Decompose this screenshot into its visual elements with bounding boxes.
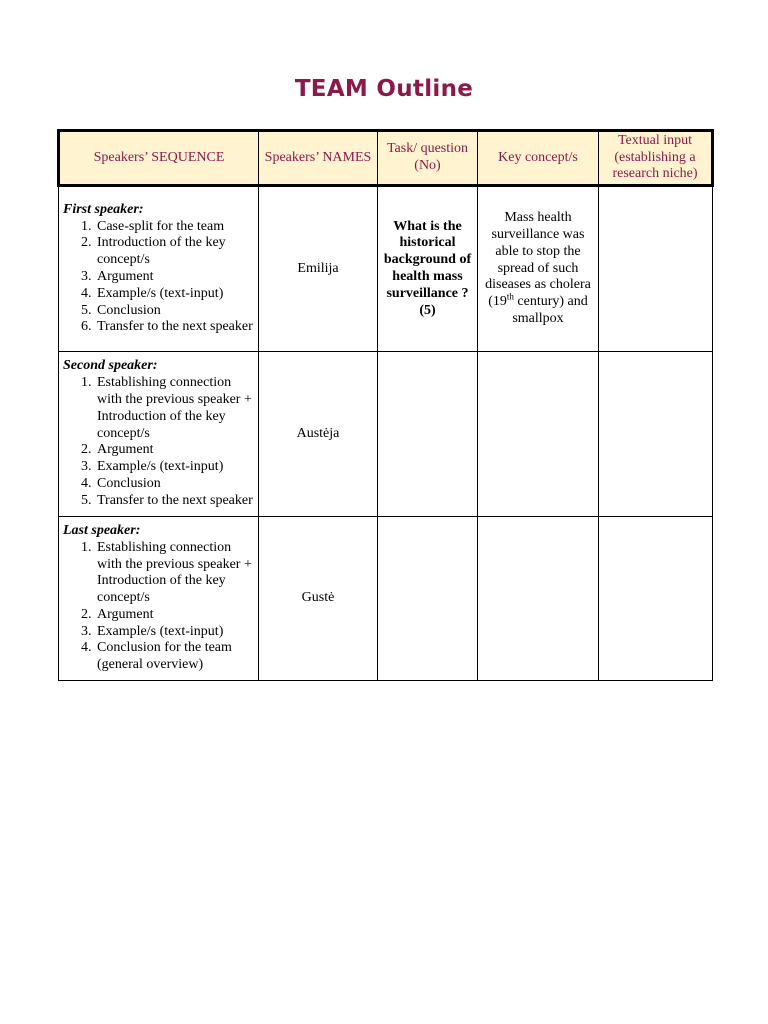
list-item: 1. Establishing connection with the previous speaker + Introduction of the key concept/s <box>95 540 254 607</box>
task-cell[interactable] <box>378 352 478 517</box>
table-row <box>59 352 713 517</box>
header-textual-input: Textual input (establishing a research niche) <box>599 131 713 186</box>
speaker-heading: First speaker: <box>63 201 144 217</box>
speaker-heading: Second speaker: <box>63 358 158 374</box>
list-item: 6. Transfer to the next speaker <box>95 319 254 336</box>
list-item: 5. Transfer to the next speaker <box>95 493 254 510</box>
header-task: Task/ question (No) <box>378 131 478 186</box>
step-list <box>63 375 254 509</box>
key-concept-cell[interactable] <box>478 352 599 517</box>
speaker-name-cell[interactable]: Emilija <box>259 186 378 352</box>
step-list <box>63 219 254 337</box>
list-item: 4. Conclusion for the team (general overview) <box>95 640 254 674</box>
list-item: 2. Argument <box>95 442 254 459</box>
task-cell[interactable] <box>378 186 478 352</box>
task-number: (5) <box>419 302 436 318</box>
list-item: 1. Establishing connection with the previous speaker + Introduction of the key concept/s <box>95 375 254 442</box>
header-key-concept: Key concept/s <box>478 131 599 186</box>
textual-input-cell[interactable] <box>599 517 713 681</box>
list-item: 1. Case-split for the team <box>95 219 254 236</box>
key-concept-cell[interactable] <box>478 186 599 352</box>
textual-input-cell[interactable] <box>599 186 713 352</box>
list-item: 4. Conclusion <box>95 476 254 493</box>
speaker-heading: Last speaker: <box>63 522 141 538</box>
list-item: 2. Argument <box>95 607 254 624</box>
list-item: 3. Example/s (text-input) <box>95 459 254 476</box>
table-row <box>59 517 713 681</box>
table-row <box>59 186 713 352</box>
sequence-cell[interactable] <box>59 517 259 681</box>
key-concept-cell[interactable] <box>478 517 599 681</box>
key-concept-text: Mass health surveillance was able to stop the spread of such diseases as cholera (19 <box>485 210 591 310</box>
team-outline-table <box>57 129 714 681</box>
list-item: 3. Example/s (text-input) <box>95 624 254 641</box>
task-question: What is the historical background of health mass surveillance ? <box>383 218 472 301</box>
ordinal-suffix: th <box>506 291 514 302</box>
task-cell[interactable] <box>378 517 478 681</box>
step-list <box>63 540 254 674</box>
speaker-name-cell[interactable]: Gustė <box>259 517 378 681</box>
sequence-cell[interactable] <box>59 352 259 517</box>
textual-input-cell[interactable] <box>599 352 713 517</box>
header-sequence: Speakers’ SEQUENCE <box>59 131 259 186</box>
list-item: 4. Example/s (text-input) <box>95 286 254 303</box>
sequence-cell[interactable] <box>59 186 259 352</box>
key-concept-text-end: century) and smallpox <box>512 294 588 326</box>
list-item: 3. Argument <box>95 269 254 286</box>
page-title: TEAM Outline <box>294 76 474 102</box>
speaker-name-cell[interactable]: Austėja <box>259 352 378 517</box>
header-row <box>59 131 713 186</box>
list-item: 2. Introduction of the key concept/s <box>95 235 254 269</box>
list-item: 5. Conclusion <box>95 303 254 320</box>
header-names: Speakers’ NAMES <box>259 131 378 186</box>
